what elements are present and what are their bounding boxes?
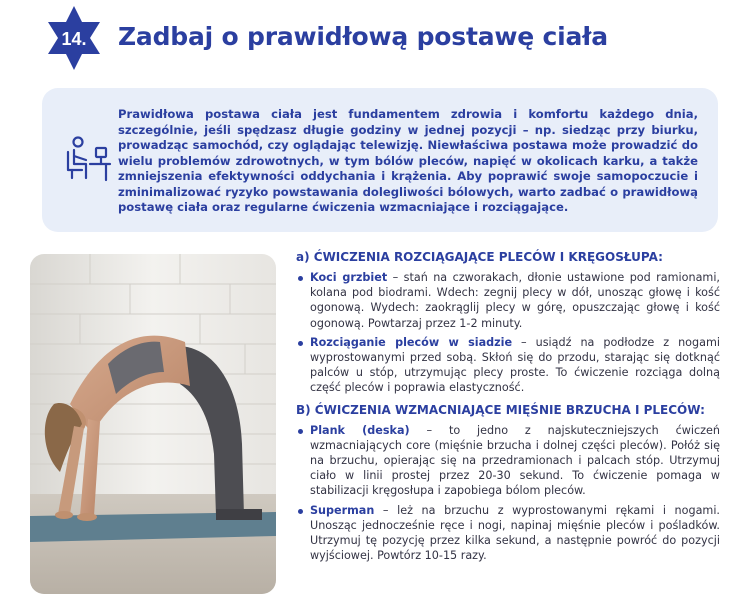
exercise-name: Koci grzbiet xyxy=(310,271,388,284)
intro-box xyxy=(42,88,718,232)
strengthening-list xyxy=(296,423,720,564)
section-number: 14. xyxy=(61,29,87,49)
exercises-content xyxy=(296,248,720,567)
list-item xyxy=(296,423,720,499)
exercise-description: – usiądź na podłodze z nogami wyprostowanymi przed sobą. Skłoń się do przodu, starając się dotknąć palców u stóp, utrzymując plecy proste. To ćwiczenie rozciąga dolną część pleców i poprawia elastyczność. xyxy=(310,335,720,395)
exercise-name: Plank (deska) xyxy=(310,423,410,437)
exercise-description: – stań na czworakach, dłonie ustawione pod ramionami, kolana pod biodrami. Wdech: zegnij plecy w dół, unosząc głowę i kość ogonową. Wydech: zaokrąglij plecy w górę, opuszczając głowę i kość ogonową. Powtarzaj przez 1-2 minuty. xyxy=(310,271,720,330)
star-badge-icon xyxy=(42,4,106,72)
list-item xyxy=(296,335,720,396)
exercise-name: Superman xyxy=(310,503,375,517)
exercise-name: Rozciąganie pleców w siadzie xyxy=(310,335,513,349)
list-item xyxy=(296,270,720,331)
stretching-list xyxy=(296,270,720,396)
list-item xyxy=(296,503,720,564)
exercise-description: – to jedno z najskuteczniejszych ćwiczeń wzmacniających core (mięśnie brzucha i dolnej części pleców). Połóż się na brzuchu, opierając się na przedramionach i palcach stóp. Utrzymuj ciało w linii prostej przez 20-30 sekund. To ćwiczenie pomaga w stabilizacji kręgosłupa i zapobiega bólom pleców. xyxy=(310,423,721,498)
page-title: Zadbaj o prawidłową postawę ciała xyxy=(118,22,608,51)
section-heading-strengthening: B) ĆWICZENIA WZMACNIAJĄCE MIĘŚNIE BRZUCHA I PLECÓW: xyxy=(296,402,705,417)
exercise-description: – leż na brzuchu z wyprostowanymi rękami i nogami. Unosząc jednocześnie ręce i nogi, napinaj mięśnie pleców i pośladków. Utrzymuj tę pozycję przez kilka sekund, a następnie powróć do pozycji wyjściowej. Powtórz 10-15 razy. xyxy=(310,503,720,563)
person-at-desk-icon xyxy=(62,134,112,184)
intro-text: Prawidłowa postawa ciała jest fundamentem zdrowia i komfortu każdego dnia, szczególnie, jeśli spędzasz długie godziny w jednej pozycji – np. siedząc przy biurku, prowadząc samochód, czy oglądając telewizję. Niewłaściwa postawa może prowadzić do wielu problemów zdrowotnych, w tym bólów pleców, napięć w okolicach karku, a także zmniejszenia efektywności oddychania i krążenia. Aby poprawić swoje samopoczucie i zminimalizować ryzyko powstawania dolegliwości bólowych, warto zadbać o prawidłową postawę ciała oraz regularne ćwiczenia wzmacniające i rozciągające. xyxy=(118,107,698,214)
exercise-photo xyxy=(30,254,276,594)
section-heading-stretching: a) ĆWICZENIA ROZCIĄGAJĄCE PLECÓW I KRĘGOSŁUPA: xyxy=(296,250,663,264)
